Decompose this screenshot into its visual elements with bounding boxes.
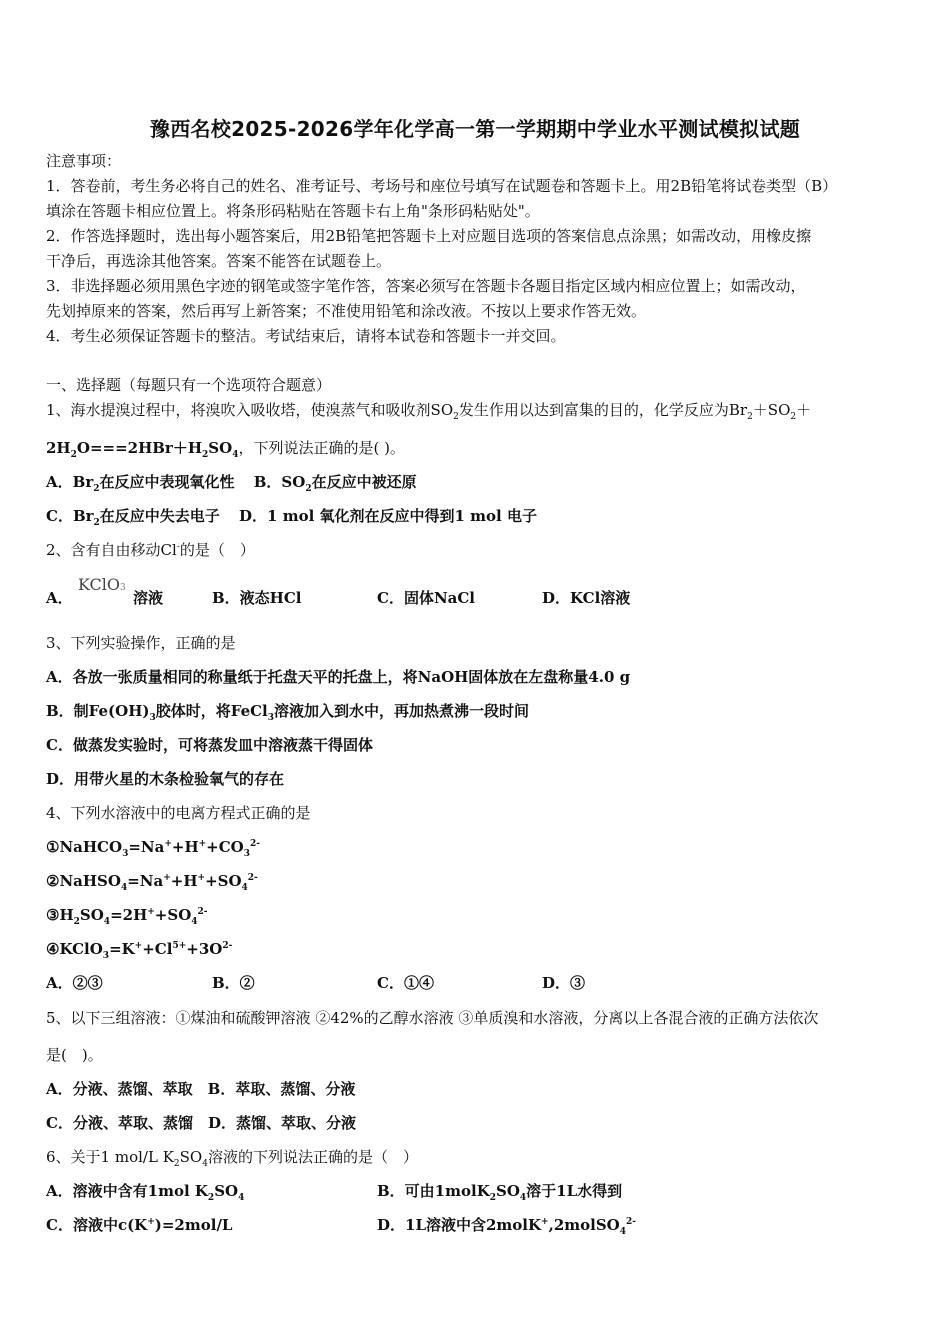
q6-option-c: C．溶液中c(K+)=2mol/L [46, 1216, 233, 1234]
q3-option-c: C．做蒸发实验时，可将蒸发皿中溶液蒸干得固体 [46, 736, 373, 754]
q2-option-a-label: A． [46, 589, 73, 607]
q2-option-c: C．固体NaCl [377, 589, 476, 607]
q4-equation-1: $①NaHCO_3=Na^++H^++CO_3^{2-}$ [46, 838, 261, 859]
q3-stem: 3、下列实验操作，正确的是 [46, 634, 236, 652]
q3-option-b: B．制$Fe(OH)_3$胶体时，将FeCl$_3$溶液加入到水中，再加热煮沸一段时间 [46, 702, 530, 723]
q4-option-a: A．②③ [46, 974, 103, 992]
q1-options-ab [46, 472, 417, 492]
q4-option-b: B．② [212, 974, 255, 992]
section-heading: 一、选择题（每题只有一个选项符合题意） [46, 376, 332, 394]
q1-option-c: C．$Br_2$在反应中失去电子 [46, 507, 220, 528]
q2-option-b: B．液态HCl [212, 589, 302, 607]
q6-stem: 6、关于1 mol/L $K_2SO_4$溶液的下列说法正确的是（ ） [46, 1148, 418, 1169]
notice-line-5: 3．非选择题必须用黑色字迹的钢笔或签字笔作答，答案必须写在答题卡各题目指定区域内相应位置上；如需改动， [46, 277, 806, 295]
q4-option-d: D．③ [542, 974, 586, 992]
q6-option-b: B．可由$1molK_2SO_4$溶于1L水得到 [377, 1182, 623, 1203]
q2-option-a-formula-image: KClO3 [78, 575, 126, 594]
notice-line-7: 4．考生必须保证答题卡的整洁。考试结束后，请将本试卷和答题卡一并交回。 [46, 327, 566, 345]
notice-line-2: 填涂在答题卡相应位置上。将条形码粘贴在答题卡右上角"条形码粘贴处"。 [46, 202, 540, 220]
notice-line-4: 干净后，再选涂其他答案。答案不能答在试题卷上。 [46, 252, 392, 270]
q1-stem-line2: $2H_2O===2HBr+H_2SO_4$，下列说法正确的是( )。 [46, 439, 405, 460]
q1-option-d: D．1 mol 氧化剂在反应中得到1 mol 电子 [239, 507, 537, 525]
q1-stem-line1: 1、海水提溴过程中，将溴吹入吸收塔，使溴蒸气和吸收剂$SO_2$发生作用以达到富集的目的，化学反应为$Br_2+SO_2+$ [46, 401, 812, 422]
q2-option-d: D．KCl溶液 [542, 589, 631, 607]
q3-option-a: A．各放一张质量相同的称量纸于托盘天平的托盘上，将NaOH固体放在左盘称量4.0 g [46, 668, 631, 686]
q1-option-a: A．$Br_2$在反应中表现氧化性 [46, 473, 235, 494]
q4-stem: 4、下列水溶液中的电离方程式正确的是 [46, 804, 311, 822]
q3-option-d: D．用带火星的木条检验氧气的存在 [46, 770, 285, 788]
q4-option-c: C．①④ [377, 974, 434, 992]
q2-option-a-text: 溶液 [133, 589, 164, 607]
notice-line-1: 1．答卷前，考生务必将自己的姓名、准考证号、考场号和座位号填写在试题卷和答题卡上。用2B铅笔将试卷类型（B） [46, 177, 838, 195]
q6-option-d: D．1L溶液中含2molK+,2molSO$_4^{2-}$ [377, 1216, 636, 1237]
q4-equation-2: $②NaHSO_4=Na^++H^++SO_4^{2-}$ [46, 872, 258, 893]
notice-heading: 注意事项： [46, 152, 122, 170]
q2-stem: 2、含有自由移动Cl-的是（ ） [46, 541, 255, 559]
q5-stem-line2: 是( )。 [46, 1046, 103, 1064]
q5-options-cd: C．分液、萃取、蒸馏 D．蒸馏、萃取、分液 [46, 1114, 356, 1132]
notice-line-3: 2．作答选择题时，选出每小题答案后，用2B铅笔把答题卡上对应题目选项的答案信息点涂黑；如需改动，用橡皮擦 [46, 227, 812, 245]
q4-equation-4: $④KClO_3=K^++Cl^{5+}+3O^{2-}$ [46, 940, 233, 961]
q5-stem-line1: 5、以下三组溶液：①煤油和硫酸钾溶液 ②42%的乙醇水溶液 ③单质溴和水溶液，分离以上各混合液的正确方法依次 [46, 1009, 819, 1027]
q4-equation-3: $③H_2SO_4=2H^++SO_4^{2-}$ [46, 906, 208, 927]
q5-options-ab: A．分液、蒸馏、萃取 B．萃取、蒸馏、分液 [46, 1080, 356, 1098]
q1-options-cd [46, 506, 537, 526]
exam-title: 豫西名校2025-2026学年化学高一第一学期期中学业水平测试模拟试题 [149, 117, 801, 141]
notice-line-6: 先划掉原来的答案，然后再写上新答案；不准使用铅笔和涂改液。不按以上要求作答无效。 [46, 302, 647, 320]
q6-option-a: A．溶液中含有1mol $K_2SO_4$ [46, 1182, 245, 1203]
q1-option-b: B．$SO_2$在反应中被还原 [253, 473, 417, 494]
